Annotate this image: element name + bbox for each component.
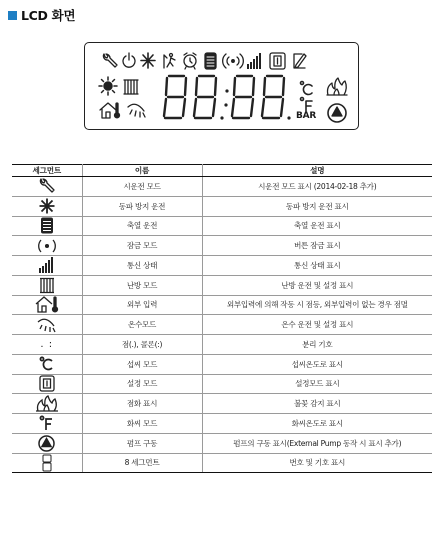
celsius-icon <box>39 356 55 372</box>
tank-icon <box>205 53 216 69</box>
table-row <box>12 433 432 453</box>
row-name: 온수모드 <box>82 315 202 335</box>
lock-mode-icon <box>35 238 59 254</box>
signal-bars-icon <box>39 257 55 273</box>
row-description: 화씨온도로 표시 <box>202 414 432 434</box>
table-header-row <box>12 165 432 177</box>
row-description: 동파 방지 운전 표시 <box>202 196 432 216</box>
table-row <box>12 295 432 315</box>
row-description: 버튼 잠금 표시 <box>202 236 432 256</box>
flame-icon <box>327 78 347 95</box>
section-heading <box>8 6 75 24</box>
table-row <box>12 216 432 236</box>
row-name: 동파 방지 운전 <box>82 196 202 216</box>
table-row <box>12 453 432 473</box>
snowflake-icon <box>141 53 155 68</box>
table-row <box>12 354 432 374</box>
table-row <box>12 256 432 276</box>
celsius-icon <box>301 82 313 95</box>
row-description: 섭씨온도로 표시 <box>202 354 432 374</box>
header-segment: 세그먼트 <box>12 165 82 177</box>
wrench-icon <box>38 178 56 194</box>
table-row <box>12 177 432 197</box>
row-description: 분리 기호 <box>202 335 432 355</box>
seven-segment-digits <box>164 76 291 120</box>
signal-bars-icon <box>247 53 261 69</box>
row-name: 섭씨 모드 <box>82 354 202 374</box>
pressure-unit-label: BAR <box>296 111 317 121</box>
header-name: 이름 <box>82 165 202 177</box>
lcd-display-panel <box>84 42 359 130</box>
row-name: 점화 표시 <box>82 394 202 414</box>
row-name: 화씨 모드 <box>82 414 202 434</box>
table-row <box>12 394 432 414</box>
settings-box-icon <box>39 375 55 392</box>
pump-icon <box>38 435 55 452</box>
fahrenheit-icon <box>39 415 55 431</box>
row-description: 번호 및 기호 표시 <box>202 453 432 473</box>
row-name: 시운전 모드 <box>82 177 202 197</box>
shower-icon <box>128 104 145 117</box>
table-row <box>12 374 432 394</box>
alarm-clock-icon <box>184 53 196 69</box>
row-name: 점(.), 콜론(:) <box>82 335 202 355</box>
wrench-icon <box>103 54 117 67</box>
heading-title: LCD 화면 <box>21 8 76 23</box>
row-description: 펌프의 구동 표시(External Pump 동작 시 표시 추가) <box>202 433 432 453</box>
table-row <box>12 275 432 295</box>
shower-icon <box>37 317 57 333</box>
dot-colon-icon: . : <box>40 338 54 350</box>
wireless-icon <box>223 54 244 68</box>
segment-table <box>12 164 432 473</box>
snowflake-icon <box>38 198 56 214</box>
heading-bullet <box>8 11 17 20</box>
eight-segment-icon <box>41 454 53 472</box>
table-row <box>12 315 432 335</box>
row-description: 설정모드 표시 <box>202 374 432 394</box>
row-description: 시운전 모드 표시 (2014-02-18 추가) <box>202 177 432 197</box>
tank-icon <box>40 217 54 234</box>
table-row <box>12 196 432 216</box>
sun-icon <box>99 77 117 95</box>
row-description: 외부입력에 의해 작동 시 점등, 외부입력이 없는 경우 점멸 <box>202 295 432 315</box>
power-icon <box>123 53 135 67</box>
row-description: 통신 상태 표시 <box>202 256 432 276</box>
row-description: 온수 운전 및 설정 표시 <box>202 315 432 335</box>
pump-icon <box>328 104 346 122</box>
table-row <box>12 335 432 355</box>
house-thermometer-icon <box>100 103 120 118</box>
row-description: 난방 운전 및 설정 표시 <box>202 275 432 295</box>
table-row <box>12 236 432 256</box>
person-fan-icon <box>164 54 175 69</box>
row-name: 펌프 구동 <box>82 433 202 453</box>
fahrenheit-icon <box>301 98 313 112</box>
row-description: 축열 운전 표시 <box>202 216 432 236</box>
row-description: 불꽃 감지 표시 <box>202 394 432 414</box>
row-name: 통신 상태 <box>82 256 202 276</box>
radiator-icon <box>124 80 138 94</box>
table-row <box>12 414 432 434</box>
pencil-note-icon <box>294 54 306 68</box>
house-thermometer-icon <box>35 296 59 313</box>
row-name: 잠금 모드 <box>82 236 202 256</box>
row-name: 설정 모드 <box>82 374 202 394</box>
flame-icon <box>35 395 59 412</box>
row-name: 외부 입력 <box>82 295 202 315</box>
header-description: 설명 <box>202 165 432 177</box>
radiator-icon <box>38 277 56 294</box>
settings-box-icon <box>270 53 285 69</box>
row-name: 8 세그먼트 <box>82 453 202 473</box>
row-name: 난방 모드 <box>82 275 202 295</box>
row-name: 축열 운전 <box>82 216 202 236</box>
